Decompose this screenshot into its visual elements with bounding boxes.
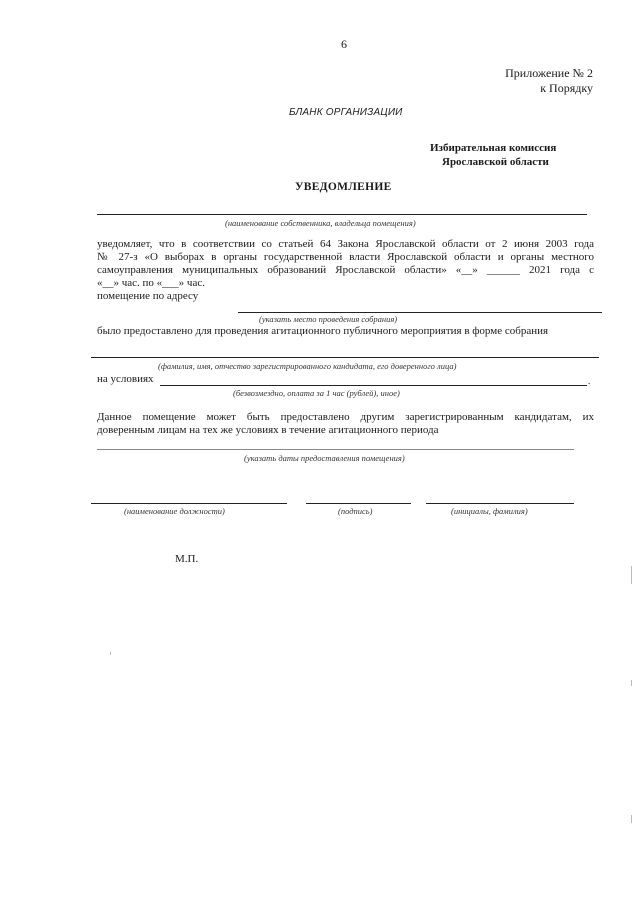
- page-title: УВЕДОМЛЕНИЕ: [295, 181, 392, 193]
- page-number: 6: [341, 37, 347, 51]
- appendix-line-2: к Порядку: [540, 81, 593, 95]
- dates-caption: (указать даты предоставления помещения): [244, 453, 405, 463]
- stamp-placeholder: М.П.: [175, 553, 199, 565]
- addressee-line-1: Избирательная комиссия: [430, 142, 557, 154]
- scan-edge-mark: [110, 652, 111, 655]
- signature-caption: (подпись): [338, 506, 373, 516]
- name-field-line: [426, 503, 574, 504]
- scan-edge-mark: [631, 815, 632, 823]
- position-field-line: [91, 503, 287, 504]
- body-line-1: уведомляет, что в соответствии со статьей 64 Закона Ярославской области от 2 июня 2003 года: [97, 238, 594, 250]
- signature-field-line: [306, 503, 411, 504]
- availability-line-2: доверенным лицам на тех же условиях в течение агитационного периода: [97, 424, 439, 436]
- body-line-4: «__» час. по «___» час.: [97, 277, 205, 289]
- letterhead-placeholder: БЛАНК ОРГАНИЗАЦИИ: [289, 107, 403, 118]
- body-line-5: помещение по адресу: [97, 290, 199, 302]
- dates-field-line: [97, 449, 574, 450]
- scan-edge-mark: [631, 680, 632, 686]
- body-line-2: № 27-з «О выборах в органы государственной власти Ярославской области и органы местного: [97, 251, 594, 263]
- conditions-caption: (безвозмездно, оплата за 1 час (рублей), иное): [233, 388, 400, 398]
- body-line-3: самоуправления муниципальных образований Ярославской области» «__» ______ 2021 года с: [97, 264, 594, 276]
- place-caption: (указать место проведения собрания): [259, 314, 398, 324]
- candidate-field-line: [91, 357, 599, 358]
- owner-field-line: [97, 214, 587, 215]
- availability-line-1: Данное помещение может быть предоставлено другим зарегистрированным кандидатам, их: [97, 411, 594, 423]
- owner-caption: (наименование собственника, владельца помещения): [225, 218, 416, 228]
- provided-text: было предоставлено для проведения агитационного публичного мероприятия в форме собрания: [97, 325, 549, 337]
- addressee-line-2: Ярославской области: [442, 156, 549, 168]
- position-caption: (наименование должности): [124, 506, 225, 516]
- conditions-label: на условиях: [97, 373, 154, 385]
- scan-edge-mark: [631, 566, 632, 584]
- conditions-field-line: [160, 385, 587, 386]
- candidate-caption: (фамилия, имя, отчество зарегистрированного кандидата, его доверенного лица): [158, 361, 457, 371]
- address-field-line: [238, 312, 602, 313]
- appendix-line-1: Приложение № 2: [505, 66, 593, 80]
- conditions-end-dot: .: [588, 376, 591, 386]
- name-caption: (инициалы, фамилия): [451, 506, 528, 516]
